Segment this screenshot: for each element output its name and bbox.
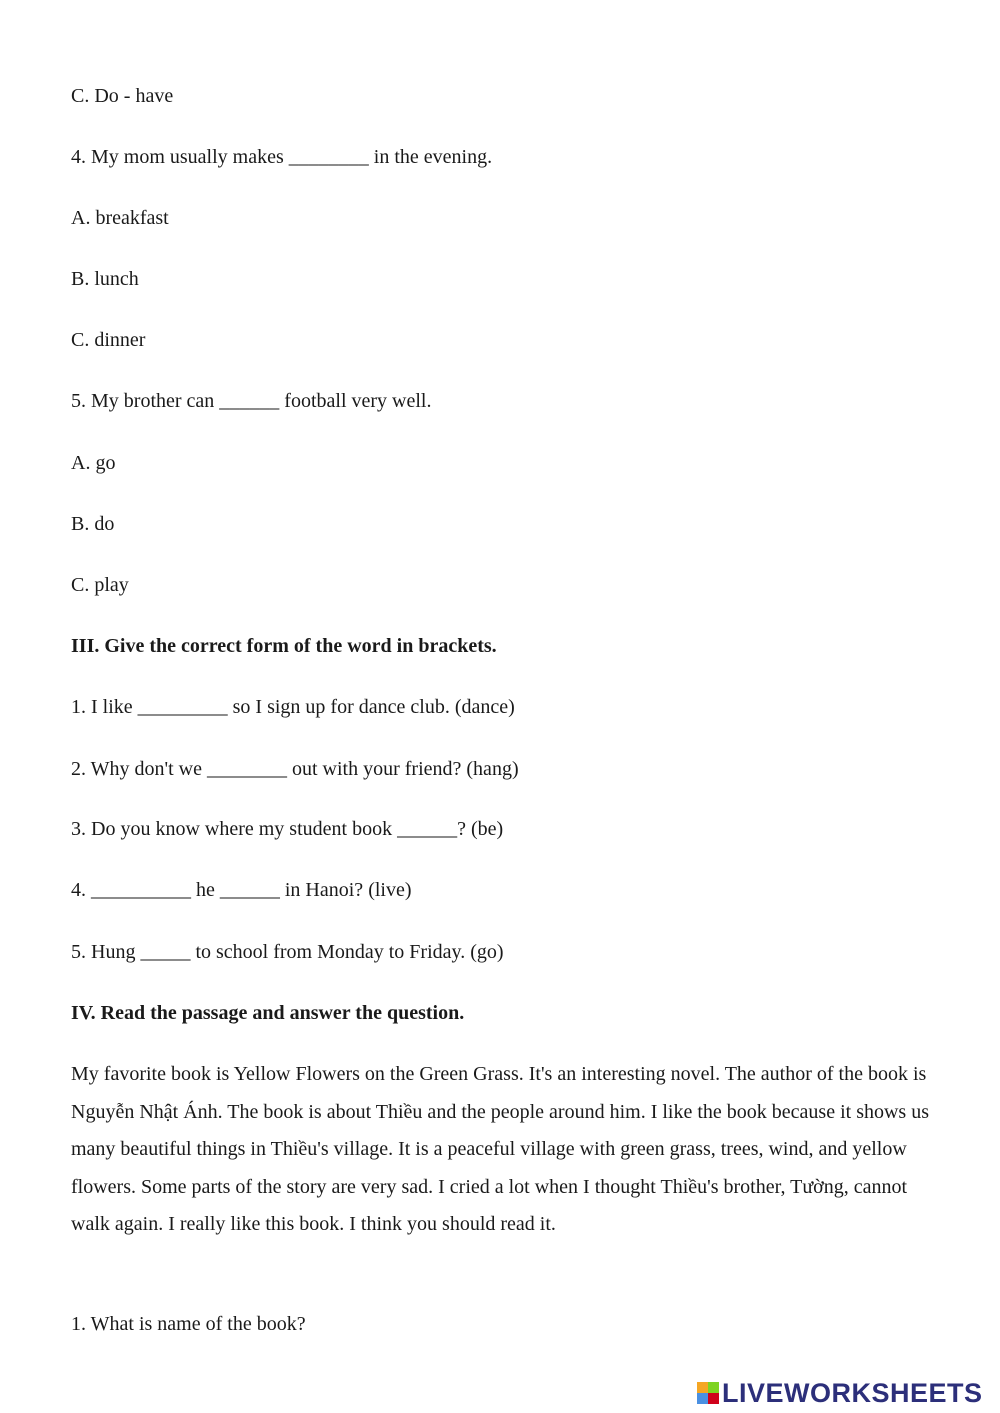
- q4-option-a: A. breakfast: [71, 207, 169, 229]
- section4-heading: IV. Read the passage and answer the question.: [71, 1002, 465, 1024]
- q5-option-c: C. play: [71, 574, 129, 596]
- liveworksheets-logo-icon: [697, 1382, 719, 1404]
- q3-option-c: C. Do - have: [71, 85, 174, 107]
- q5-option-b: B. do: [71, 513, 115, 535]
- logo-text: LIVEWORKSHEETS: [722, 1377, 983, 1408]
- q5-option-a: A. go: [71, 452, 116, 474]
- section3-heading: III. Give the correct form of the word in brackets.: [71, 635, 497, 657]
- section3-item-4: 4. __________ he ______ in Hanoi? (live): [71, 879, 412, 901]
- section3-item-3: 3. Do you know where my student book ______? (be): [71, 818, 504, 840]
- q4-question: 4. My mom usually makes ________ in the evening.: [71, 146, 493, 168]
- section3-item-5: 5. Hung _____ to school from Monday to Friday. (go): [71, 941, 504, 963]
- liveworksheets-logo: [697, 1378, 983, 1408]
- q4-option-b: B. lunch: [71, 268, 139, 290]
- q5-question: 5. My brother can ______ football very well.: [71, 390, 432, 412]
- reading-passage: My favorite book is Yellow Flowers on the Green Grass. It's an interesting novel. The author of the book is Nguyễn Nhật Ánh. The book is about Thiều and the people around him. I like the book because it shows us many beautiful things in Thiều's village. It is a peaceful village with green grass, trees, wind, and yellow flowers. Some parts of the story are very sad. I cried a lot when I thought Thiều's brother, Tường, cannot walk again. I really like this book. I think you should read it.: [71, 1063, 929, 1236]
- section4-question-1: 1. What is name of the book?: [71, 1313, 306, 1335]
- q4-option-c: C. dinner: [71, 329, 146, 351]
- section3-item-2: 2. Why don't we ________ out with your friend? (hang): [71, 758, 519, 780]
- section3-item-1: 1. I like _________ so I sign up for dance club. (dance): [71, 696, 515, 718]
